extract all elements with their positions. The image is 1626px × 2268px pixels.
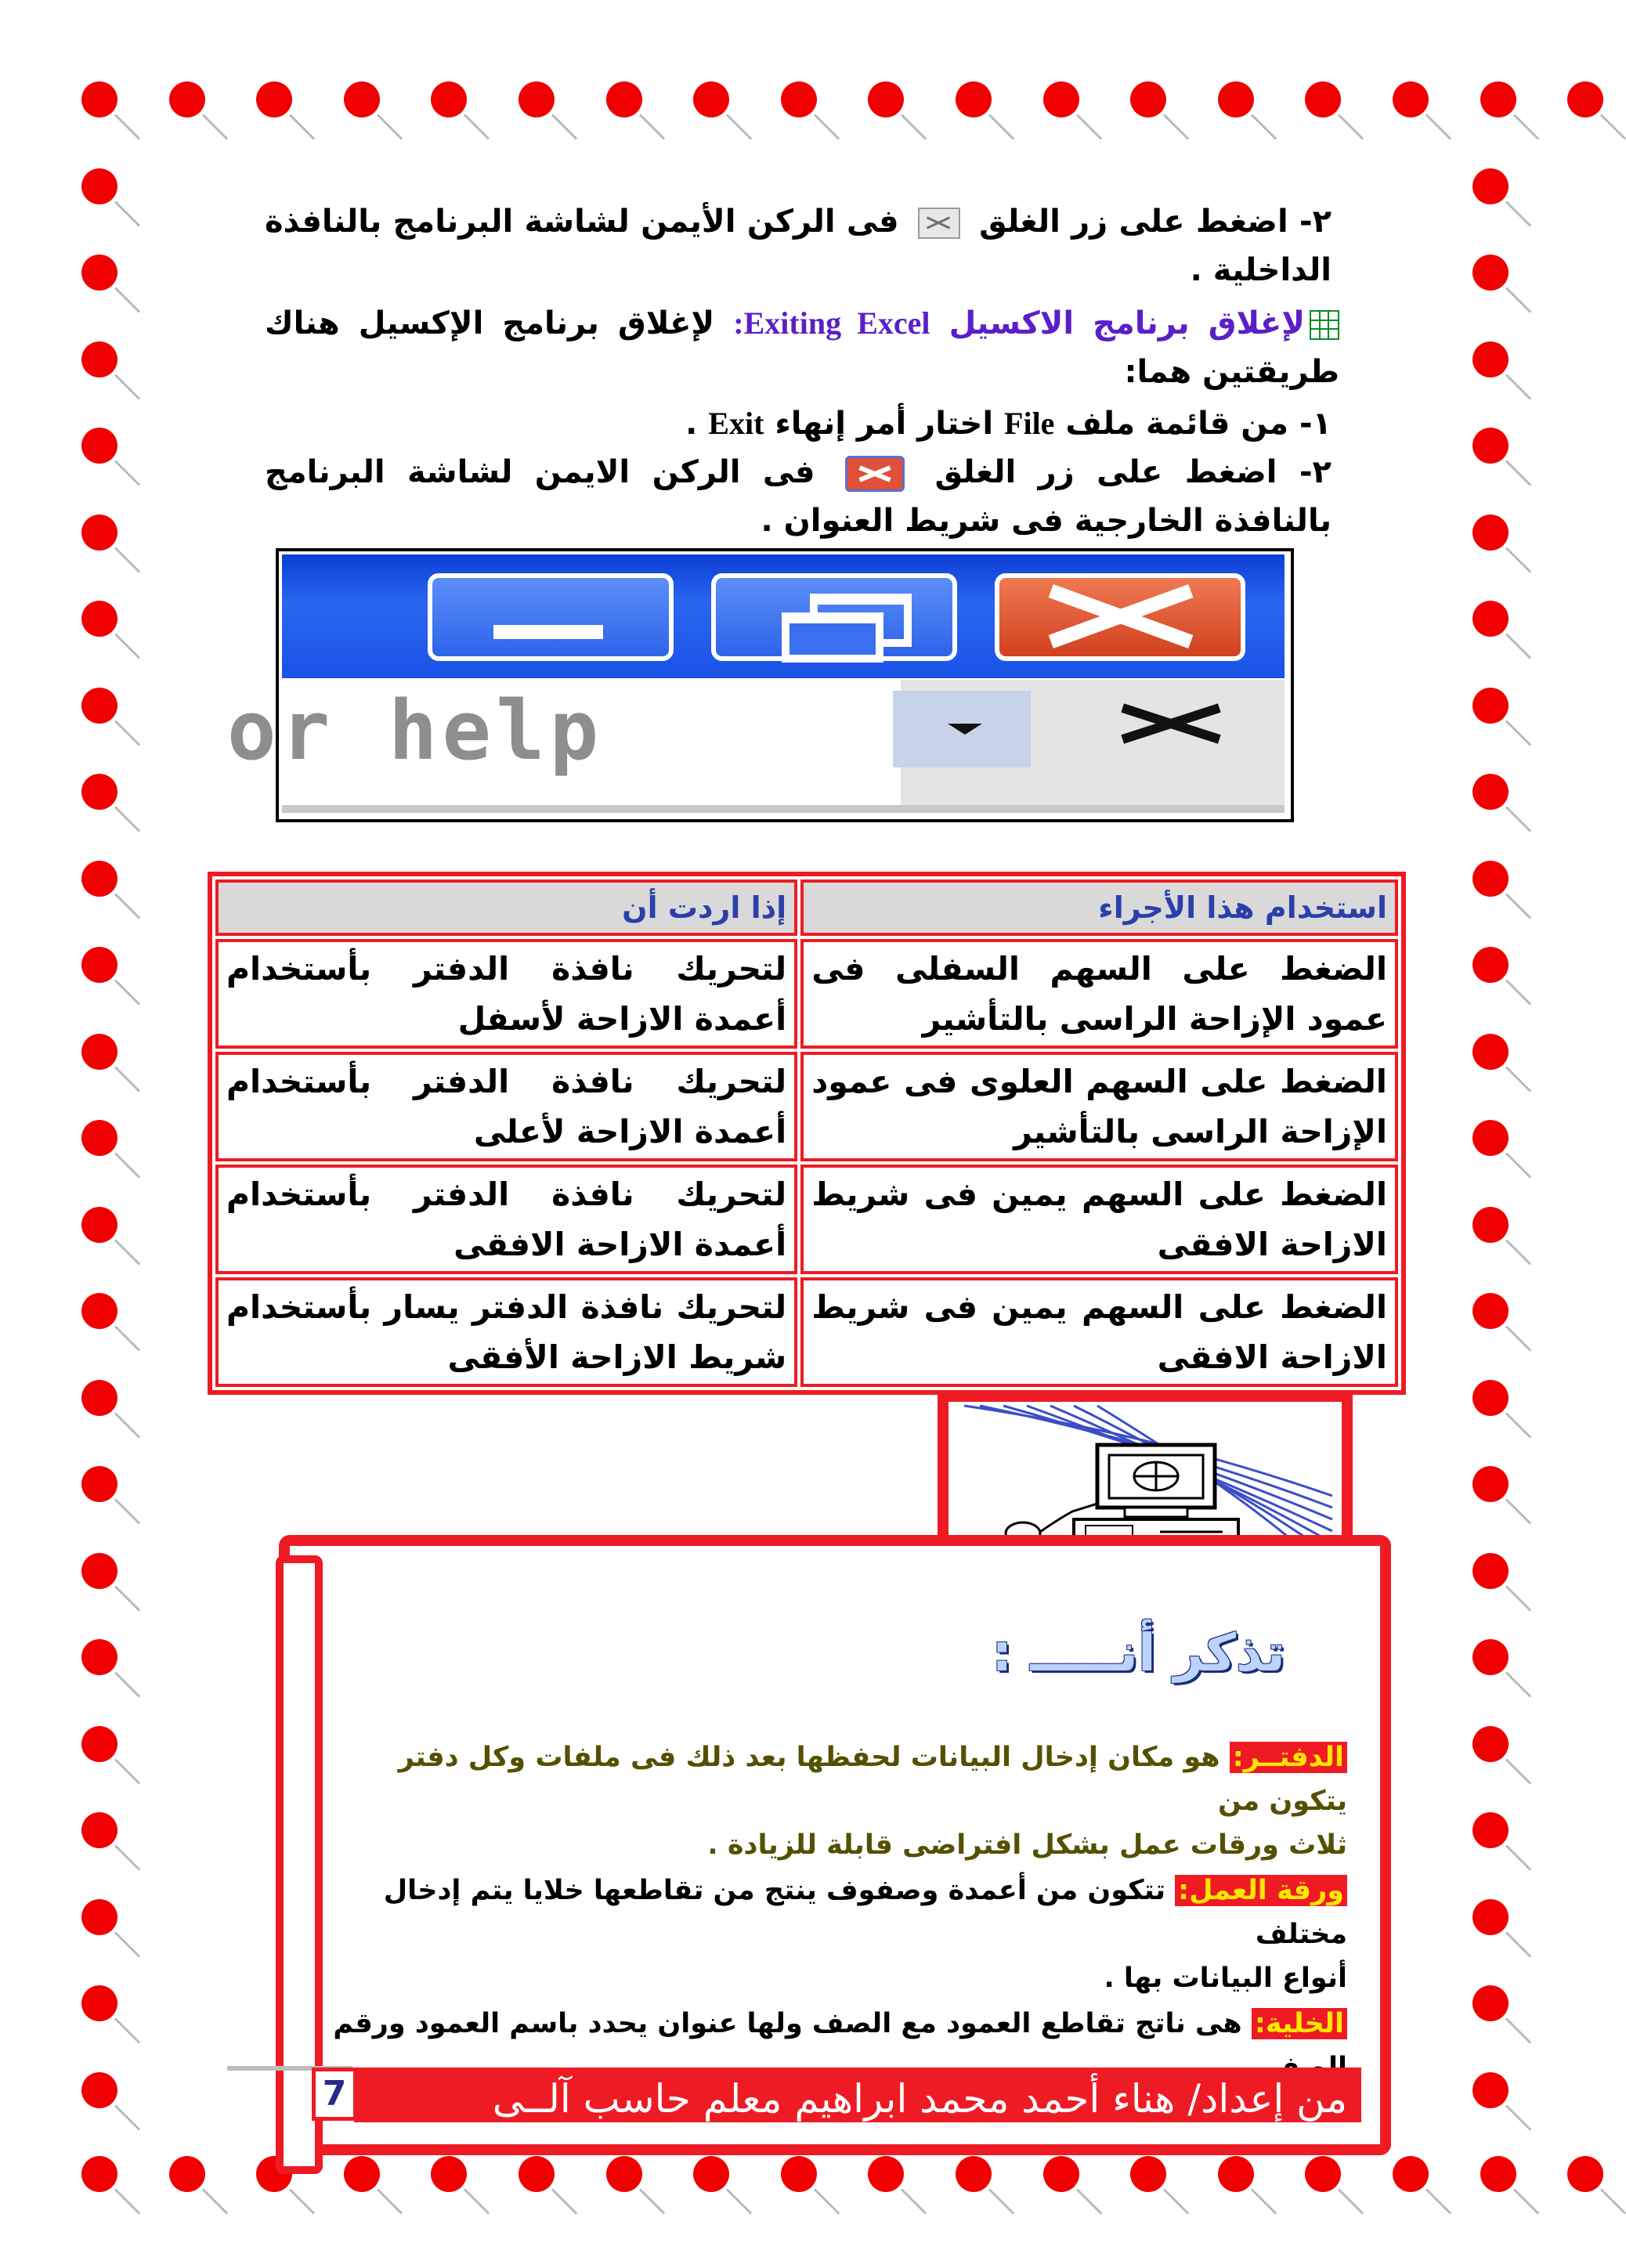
border-tick: [114, 1671, 140, 1697]
border-tick: [114, 806, 140, 832]
border-tick: [114, 1844, 140, 1870]
border-dot: [81, 1553, 117, 1589]
table-header-cell: استخدام هذا الأجراء: [800, 879, 1398, 936]
definition-workbook: [345, 1735, 1347, 1867]
definition-text: هو مكان إدخال البيانات لحفظها بعد ذلك فى ملفات وكل دفتر يتكون من: [398, 1742, 1347, 1817]
border-dot: [781, 81, 817, 117]
border-dot: [431, 81, 467, 117]
border-tick: [377, 114, 403, 139]
border-tick: [114, 2188, 140, 2214]
border-dot: [81, 515, 117, 551]
border-dot: [431, 2156, 467, 2192]
border-dot: [1218, 2156, 1254, 2192]
instruction-close-inner: [265, 197, 1332, 294]
border-dot: [1130, 81, 1166, 117]
border-tick: [114, 1325, 140, 1351]
border-tick: [726, 2188, 752, 2214]
border-dot: [1472, 428, 1509, 464]
border-dot: [81, 168, 117, 204]
border-dot: [1472, 1812, 1509, 1848]
border-tick: [114, 1585, 140, 1611]
border-tick: [114, 1412, 140, 1438]
border-dot: [1130, 2156, 1166, 2192]
border-tick: [1505, 1844, 1531, 1870]
border-dot: [693, 81, 729, 117]
exit-excel-heading: [265, 299, 1339, 396]
title-bar: [282, 554, 1285, 678]
border-dot: [1472, 1293, 1509, 1329]
border-dot: [1567, 2156, 1603, 2192]
exit-heading-en: Exiting Excel:: [733, 305, 930, 341]
close-button[interactable]: [995, 573, 1245, 661]
table-cell: لتحريك نافذة الدفتر بأستخدام أعمدة الازاحة لأعلى: [215, 1052, 797, 1161]
border-dot: [81, 688, 117, 724]
border-tick: [551, 2188, 577, 2214]
window-edge: [282, 805, 1285, 813]
border-tick: [1505, 633, 1531, 659]
step-1: [265, 399, 1332, 448]
exit-heading-desc: لإغلاق برنامج الإكسيل هناك طريقتين هما:: [265, 305, 1339, 390]
page-number: 7: [312, 2068, 357, 2121]
border-dot: [1472, 1639, 1509, 1675]
border-tick: [1251, 114, 1277, 139]
file-menu-label: File: [1004, 406, 1055, 441]
definition-text: هى ناتج تقاطع العمود مع الصف ولها عنوان يحدد باسم العمود ورقم: [333, 2008, 1242, 2039]
border-tick: [1505, 287, 1531, 312]
border-dot: [1472, 515, 1509, 551]
chevron-down-icon[interactable]: [893, 691, 1031, 767]
excel-grid-icon: [1310, 310, 1339, 340]
border-tick: [1505, 1758, 1531, 1784]
border-tick: [1513, 2188, 1539, 2214]
exit-heading-ar: لإغلاق برنامج الاكسيل: [948, 305, 1305, 341]
step-text: اختار أمر إنهاء: [775, 406, 994, 442]
border-tick: [1251, 2188, 1277, 2214]
step-text: فى الركن الايمن لشاشة البرنامج بالنافذة الخارجية فى شريط العنوان .: [265, 454, 1332, 539]
border-dot: [1472, 774, 1509, 810]
border-dot: [81, 1293, 117, 1329]
border-tick: [1505, 374, 1531, 399]
term-label: الدفتــر:: [1230, 1742, 1347, 1773]
border-dot: [1472, 1380, 1509, 1416]
border-tick: [1425, 2188, 1451, 2214]
footer-author: من إعداد/ هناء أحمد محمد ابراهيم معلم حاسب آلــى: [354, 2068, 1361, 2122]
border-tick: [114, 374, 140, 399]
border-dot: [81, 1639, 117, 1675]
border-tick: [202, 2188, 228, 2214]
border-dot: [81, 1985, 117, 2021]
border-dot: [519, 2156, 555, 2192]
instruction-text: فى الركن الأيمن لشاشة البرنامج بالنافذة الداخلية .: [265, 204, 1332, 288]
border-dot: [1472, 1985, 1509, 2021]
border-dot: [256, 81, 292, 117]
definition-text: تتكون من أعمدة وصفوف ينتج من تقاطعها خلايا يتم إدخال مختلف: [383, 1875, 1347, 1950]
border-dot: [1305, 2156, 1341, 2192]
border-tick: [1505, 1412, 1531, 1438]
border-tick: [901, 2188, 927, 2214]
border-dot: [1480, 2156, 1516, 2192]
border-dot: [81, 1899, 117, 1935]
definition-text: أنواع البيانات بها .: [1104, 1963, 1347, 1994]
border-dot: [1472, 168, 1509, 204]
border-dot: [81, 1726, 117, 1762]
instruction-text: اضغط على زر الغلق: [979, 204, 1288, 240]
border-dot: [1043, 81, 1079, 117]
border-dot: [1393, 81, 1429, 117]
border-tick: [114, 547, 140, 572]
border-tick: [1163, 114, 1189, 139]
border-dot: [956, 2156, 992, 2192]
border-tick: [1338, 114, 1364, 139]
table-cell: لتحريك نافذة الدفتر يسار بأستخدام شريط الازاحة الأفقى: [215, 1277, 797, 1387]
border-tick: [114, 2017, 140, 2043]
border-dot: [344, 81, 380, 117]
border-tick: [114, 893, 140, 919]
border-tick: [114, 1066, 140, 1092]
border-tick: [1505, 547, 1531, 572]
table-cell: الضغط على السهم السفلى فى عمود الإزاحة الراسى بالتأشير: [800, 939, 1398, 1049]
border-tick: [1505, 200, 1531, 226]
help-text: or help: [227, 683, 604, 778]
border-dot: [81, 1466, 117, 1502]
border-tick: [202, 114, 228, 139]
border-dot: [81, 1380, 117, 1416]
restore-button[interactable]: [711, 573, 957, 661]
step-text: اضغط على زر الغلق: [934, 454, 1277, 490]
table-cell: لتحريك نافذة الدفتر بأستخدام أعمدة الازاحة الافقى: [215, 1165, 797, 1274]
minimize-button[interactable]: [428, 573, 674, 661]
border-dot: [519, 81, 555, 117]
border-tick: [639, 114, 665, 139]
border-tick: [1505, 720, 1531, 746]
title-bar-screenshot: [227, 548, 1294, 822]
border-tick: [114, 1152, 140, 1178]
border-tick: [814, 2188, 840, 2214]
border-dot: [81, 947, 117, 983]
border-dot: [81, 255, 117, 291]
close-small-icon: [918, 208, 960, 239]
border-tick: [1505, 1325, 1531, 1351]
remember-title: تذكر أنـــــ :: [992, 1623, 1285, 1683]
border-tick: [726, 114, 752, 139]
border-dot: [1472, 341, 1509, 377]
border-tick: [114, 1498, 140, 1524]
border-dot: [344, 2156, 380, 2192]
border-tick: [114, 633, 140, 659]
border-tick: [114, 2104, 140, 2130]
step-number: ٢-: [1299, 204, 1332, 240]
border-tick: [1513, 114, 1539, 139]
border-dot: [606, 2156, 642, 2192]
border-tick: [1600, 2188, 1626, 2214]
border-tick: [114, 1931, 140, 1957]
border-tick: [1076, 114, 1102, 139]
border-dot: [606, 81, 642, 117]
border-tick: [1505, 2017, 1531, 2043]
step-number: ٢-: [1299, 454, 1332, 490]
table-row: [215, 1277, 1398, 1387]
table-header-row: [215, 879, 1398, 936]
border-tick: [901, 114, 927, 139]
border-dot: [1043, 2156, 1079, 2192]
border-dot: [169, 2156, 205, 2192]
border-dot: [956, 81, 992, 117]
border-dot: [868, 2156, 904, 2192]
border-tick: [1505, 806, 1531, 832]
border-dot: [693, 2156, 729, 2192]
border-tick: [1505, 979, 1531, 1005]
border-dot: [81, 774, 117, 810]
border-dot: [1472, 1034, 1509, 1070]
border-dot: [81, 2156, 117, 2192]
border-tick: [114, 720, 140, 746]
scroll-actions-table: [208, 872, 1406, 1395]
border-tick: [1338, 2188, 1364, 2214]
border-tick: [1505, 1498, 1531, 1524]
border-tick: [377, 2188, 403, 2214]
border-tick: [289, 114, 315, 139]
minimize-icon: [493, 625, 603, 639]
border-tick: [114, 1758, 140, 1784]
border-dot: [81, 81, 117, 117]
step-2: [265, 448, 1332, 545]
definition-worksheet: [345, 1869, 1347, 2000]
border-tick: [988, 114, 1014, 139]
border-dot: [81, 2072, 117, 2108]
border-dot: [81, 341, 117, 377]
step-number: ١-: [1299, 406, 1332, 442]
definition-text: ثلاث ورقات عمل بشكل افتراضى قابلة للزيادة .: [707, 1829, 1347, 1861]
border-tick: [114, 460, 140, 486]
border-tick: [464, 2188, 490, 2214]
exit-command-label: Exit: [708, 406, 764, 441]
border-dot: [1472, 1899, 1509, 1935]
border-dot: [81, 601, 117, 637]
border-dot: [81, 428, 117, 464]
border-dot: [1472, 2072, 1509, 2108]
border-dot: [81, 1812, 117, 1848]
border-tick: [1163, 2188, 1189, 2214]
close-red-icon: [845, 456, 905, 492]
border-tick: [114, 979, 140, 1005]
table-row: [215, 939, 1398, 1049]
border-dot: [1218, 81, 1254, 117]
border-dot: [1480, 81, 1516, 117]
border-tick: [1505, 1152, 1531, 1178]
step-text: من قائمة ملف: [1065, 406, 1289, 442]
table-row: [215, 1165, 1398, 1274]
table-cell: الضغط على السهم يمين فى شريط الازاحة الافقى: [800, 1165, 1398, 1274]
border-tick: [464, 114, 490, 139]
border-dot: [781, 2156, 817, 2192]
table-header-cell: إذا اردت أن: [215, 879, 797, 936]
border-tick: [1505, 1671, 1531, 1697]
border-dot: [868, 81, 904, 117]
border-dot: [1472, 1553, 1509, 1589]
border-dot: [1472, 1207, 1509, 1243]
table-cell: الضغط على السهم العلوى فى عمود الإزاحة الراسى بالتأشير: [800, 1052, 1398, 1161]
step-text: .: [685, 406, 698, 442]
border-tick: [114, 287, 140, 312]
border-dot: [81, 1207, 117, 1243]
term-label: الخلية:: [1252, 2008, 1347, 2039]
border-tick: [1505, 2104, 1531, 2130]
border-dot: [1472, 947, 1509, 983]
border-tick: [114, 1239, 140, 1265]
table-row: [215, 1052, 1398, 1161]
border-tick: [551, 114, 577, 139]
border-dot: [1472, 861, 1509, 897]
border-tick: [114, 114, 140, 139]
border-dot: [1305, 81, 1341, 117]
border-tick: [1600, 114, 1626, 139]
border-tick: [289, 2188, 315, 2214]
border-tick: [1076, 2188, 1102, 2214]
border-dot: [81, 1120, 117, 1156]
border-tick: [1505, 1585, 1531, 1611]
table-cell: لتحريك نافذة الدفتر بأستخدام أعمدة الازاحة لأسفل: [215, 939, 797, 1049]
border-tick: [1505, 893, 1531, 919]
border-dot: [1472, 601, 1509, 637]
border-tick: [639, 2188, 665, 2214]
help-bar: [227, 680, 1285, 810]
border-dot: [1472, 1466, 1509, 1502]
term-label: ورقة العمل:: [1175, 1875, 1347, 1906]
border-tick: [988, 2188, 1014, 2214]
border-tick: [1505, 1931, 1531, 1957]
border-dot: [1393, 2156, 1429, 2192]
border-tick: [1505, 460, 1531, 486]
border-dot: [81, 1034, 117, 1070]
border-tick: [114, 200, 140, 226]
border-dot: [1472, 1726, 1509, 1762]
border-dot: [1472, 1120, 1509, 1156]
table-cell: الضغط على السهم يمين فى شريط الازاحة الافقى: [800, 1277, 1398, 1387]
border-dot: [81, 861, 117, 897]
border-dot: [1472, 255, 1509, 291]
border-tick: [1505, 1066, 1531, 1092]
border-tick: [1425, 114, 1451, 139]
restore-icon-back: [782, 612, 883, 663]
border-tick: [1505, 1239, 1531, 1265]
border-dot: [1472, 688, 1509, 724]
border-dot: [1567, 81, 1603, 117]
border-dot: [169, 81, 205, 117]
border-tick: [814, 114, 840, 139]
